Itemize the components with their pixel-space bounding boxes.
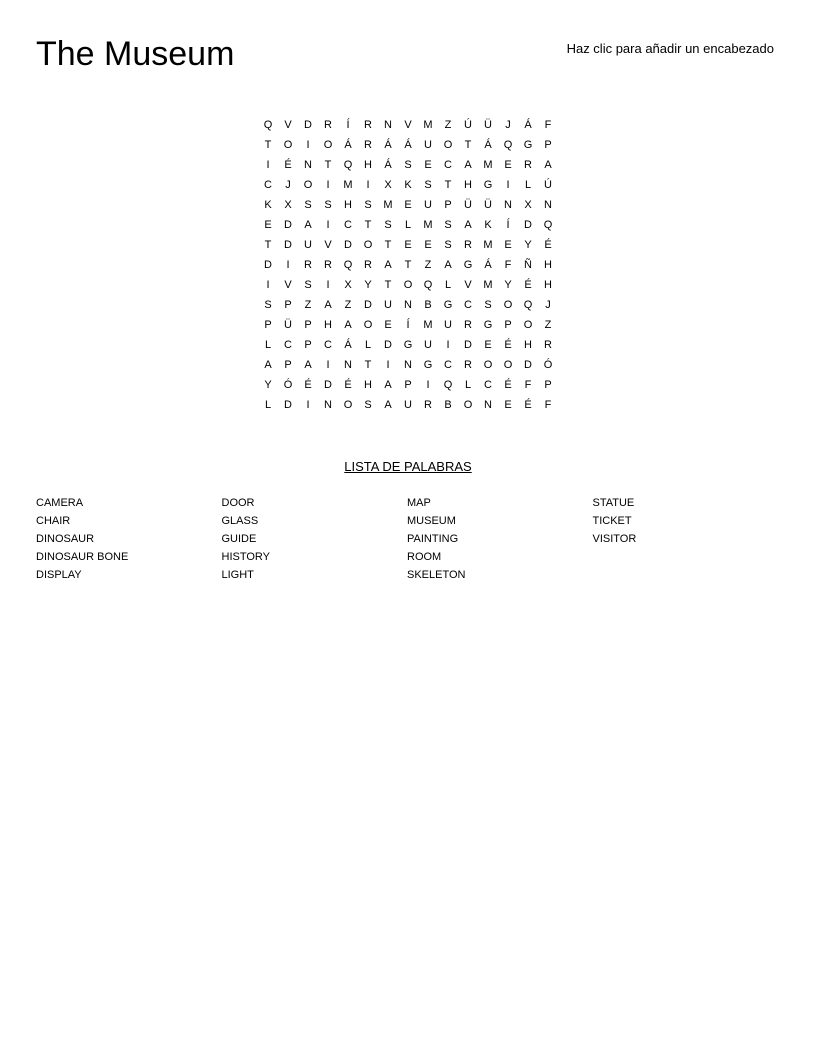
grid-letter: Á: [384, 159, 392, 171]
word-list-item: GLASS: [221, 515, 259, 527]
grid-letter: I: [306, 139, 310, 151]
grid-letter: I: [386, 359, 390, 371]
grid-letter: O: [503, 359, 513, 371]
grid-letter: B: [444, 399, 452, 411]
grid-letter: N: [404, 299, 412, 311]
grid-letter: C: [444, 159, 452, 171]
grid-letter: P: [304, 339, 312, 351]
grid-letter: Q: [503, 139, 513, 151]
grid-letter: I: [426, 379, 430, 391]
grid-letter: C: [344, 219, 352, 231]
grid-letter: B: [424, 299, 432, 311]
grid-letter: M: [483, 279, 493, 291]
grid-letter: Í: [406, 319, 410, 331]
grid-letter: L: [264, 339, 272, 351]
grid-letter: R: [464, 239, 472, 251]
grid-letter: E: [504, 159, 512, 171]
grid-letter: Y: [524, 239, 532, 251]
grid-letter: T: [264, 139, 272, 151]
grid-letter: D: [524, 219, 532, 231]
grid-letter: Q: [263, 119, 273, 131]
grid-letter: T: [264, 239, 272, 251]
grid-letter: Ó: [543, 359, 553, 371]
grid-letter: N: [344, 359, 352, 371]
word-list-column: [222, 494, 408, 584]
grid-letter: P: [284, 359, 292, 371]
word-list-item: DISPLAY: [36, 569, 82, 581]
grid-letter: T: [364, 359, 372, 371]
word-list-item: LIGHT: [221, 569, 254, 581]
grid-letter: É: [504, 379, 512, 391]
grid-letter: G: [443, 299, 453, 311]
grid-letter: E: [424, 159, 432, 171]
grid-letter: V: [284, 119, 292, 131]
word-list-item: TICKET: [592, 515, 632, 527]
grid-letter: É: [284, 159, 292, 171]
grid-letter: P: [544, 379, 552, 391]
grid-letter: I: [326, 359, 330, 371]
grid-letter: R: [424, 399, 432, 411]
grid-letter: L: [364, 339, 372, 351]
grid-letter: M: [343, 179, 353, 191]
grid-letter: U: [424, 139, 432, 151]
grid-letter: H: [324, 319, 332, 331]
grid-letter: J: [545, 299, 551, 311]
grid-letter: L: [464, 379, 472, 391]
add-header-placeholder[interactable]: Haz clic para añadir un encabezado: [566, 41, 774, 56]
grid-letter: U: [424, 339, 432, 351]
grid-letter: X: [344, 279, 352, 291]
grid-letter: A: [324, 299, 332, 311]
grid-letter: Ó: [283, 379, 293, 391]
grid-letter: I: [266, 159, 270, 171]
grid-letter: H: [524, 339, 532, 351]
grid-letter: M: [423, 119, 433, 131]
grid-letter: H: [364, 379, 372, 391]
grid-letter: E: [384, 319, 392, 331]
grid-letter: G: [403, 339, 413, 351]
grid-letter: S: [324, 199, 332, 211]
grid-letter: P: [284, 299, 292, 311]
grid-letter: V: [284, 279, 292, 291]
grid-letter: G: [483, 179, 493, 191]
grid-letter: H: [464, 179, 472, 191]
grid-letter: G: [483, 319, 493, 331]
grid-letter: Z: [304, 299, 312, 311]
grid-letter: Á: [344, 339, 352, 351]
grid-letter: I: [326, 219, 330, 231]
grid-letter: I: [506, 179, 510, 191]
grid-letter: S: [404, 159, 412, 171]
grid-letter: Í: [506, 219, 510, 231]
grid-letter: T: [364, 219, 372, 231]
grid-letter: Y: [364, 279, 372, 291]
grid-letter: H: [544, 259, 552, 271]
grid-letter: Q: [543, 219, 553, 231]
grid-letter: A: [544, 159, 552, 171]
grid-letter: K: [404, 179, 412, 191]
grid-letter: D: [464, 339, 472, 351]
grid-letter: L: [264, 399, 272, 411]
grid-letter: M: [483, 159, 493, 171]
grid-letter: R: [364, 119, 372, 131]
grid-letter: O: [343, 399, 353, 411]
grid-letter: R: [524, 159, 532, 171]
grid-letter: T: [324, 159, 332, 171]
word-list-item: DOOR: [221, 497, 255, 509]
grid-letter: A: [344, 319, 352, 331]
grid-letter: A: [444, 259, 452, 271]
grid-letter: É: [504, 339, 512, 351]
grid-letter: Y: [264, 379, 272, 391]
grid-letter: C: [464, 299, 472, 311]
word-list-item: MAP: [407, 497, 431, 509]
grid-letter: N: [304, 159, 312, 171]
grid-letter: R: [464, 359, 472, 371]
grid-letter: D: [324, 379, 332, 391]
grid-letter: I: [446, 339, 450, 351]
grid-letter: T: [404, 259, 412, 271]
grid-letter: T: [384, 279, 392, 291]
grid-letter: A: [304, 219, 312, 231]
grid-letter: I: [366, 179, 370, 191]
grid-letter: Y: [504, 279, 512, 291]
grid-letter: F: [544, 399, 552, 411]
grid-letter: S: [304, 199, 312, 211]
grid-letter: N: [384, 119, 392, 131]
grid-letter: A: [304, 359, 312, 371]
grid-letter: P: [444, 199, 452, 211]
word-list-item: GUIDE: [221, 533, 257, 545]
grid-letter: Q: [343, 259, 353, 271]
grid-letter: C: [264, 179, 272, 191]
grid-letter: Q: [343, 159, 353, 171]
grid-letter: X: [284, 199, 292, 211]
grid-letter: U: [384, 299, 392, 311]
grid-letter: S: [444, 219, 452, 231]
grid-letter: L: [444, 279, 452, 291]
grid-letter: H: [344, 199, 352, 211]
grid-letter: Ú: [464, 119, 472, 131]
grid-letter: H: [364, 159, 372, 171]
grid-letter: S: [484, 299, 492, 311]
grid-letter: P: [304, 319, 312, 331]
grid-letter: D: [524, 359, 532, 371]
grid-letter: P: [404, 379, 412, 391]
word-list-item: CHAIR: [36, 515, 71, 527]
grid-letter: Á: [384, 139, 392, 151]
grid-letter: M: [423, 319, 433, 331]
grid-letter: D: [284, 239, 292, 251]
grid-letter: Í: [346, 119, 350, 131]
grid-letter: A: [384, 399, 392, 411]
grid-letter: N: [544, 199, 552, 211]
word-list-item: VISITOR: [592, 533, 637, 545]
grid-letter: M: [383, 199, 393, 211]
grid-letter: É: [524, 279, 532, 291]
grid-letter: J: [505, 119, 511, 131]
grid-letter: E: [484, 339, 492, 351]
word-list-item: STATUE: [592, 497, 635, 509]
grid-letter: S: [364, 199, 372, 211]
grid-letter: C: [444, 359, 452, 371]
word-list-column: [36, 494, 222, 584]
grid-letter: F: [524, 379, 532, 391]
grid-letter: L: [524, 179, 532, 191]
grid-letter: S: [424, 179, 432, 191]
grid-letter: A: [464, 219, 472, 231]
grid-letter: U: [404, 399, 412, 411]
grid-letter: I: [286, 259, 290, 271]
grid-letter: C: [484, 379, 492, 391]
grid-letter: Q: [443, 379, 453, 391]
grid-letter: M: [423, 219, 433, 231]
word-list-item: PAINTING: [407, 533, 459, 545]
grid-letter: L: [404, 219, 412, 231]
grid-letter: D: [384, 339, 392, 351]
word-list-heading-wrap: [0, 459, 816, 475]
grid-letter: R: [364, 139, 372, 151]
word-list-item: CAMERA: [36, 497, 84, 509]
word-list-item: DINOSAUR: [36, 533, 95, 545]
word-list: [36, 494, 780, 584]
grid-letter: D: [304, 119, 312, 131]
grid-letter: C: [284, 339, 292, 351]
grid-letter: S: [384, 219, 392, 231]
grid-letter: R: [544, 339, 552, 351]
grid-letter: X: [524, 199, 532, 211]
grid-letter: N: [504, 199, 512, 211]
grid-letter: G: [523, 139, 533, 151]
grid-letter: E: [404, 199, 412, 211]
word-search-grid: [258, 115, 558, 415]
grid-letter: O: [403, 279, 413, 291]
grid-letter: N: [484, 399, 492, 411]
grid-letter: Ü: [484, 199, 492, 211]
grid-letter: K: [264, 199, 272, 211]
grid-letter: F: [544, 119, 552, 131]
grid-letter: O: [503, 299, 513, 311]
grid-letter: Ü: [284, 319, 292, 331]
grid-letter: O: [303, 179, 313, 191]
grid-letter: Z: [424, 259, 432, 271]
grid-letter: U: [444, 319, 452, 331]
grid-letter: E: [504, 239, 512, 251]
grid-letter: G: [463, 259, 473, 271]
grid-letter: O: [523, 319, 533, 331]
word-list-item: ROOM: [407, 551, 442, 563]
grid-letter: I: [266, 279, 270, 291]
grid-letter: É: [344, 379, 352, 391]
grid-letter: É: [544, 239, 552, 251]
word-list-column: [407, 494, 593, 584]
grid-letter: I: [326, 279, 330, 291]
grid-letter: Q: [423, 279, 433, 291]
grid-letter: I: [326, 179, 330, 191]
word-list-heading: LISTA DE PALABRAS: [344, 459, 472, 474]
grid-letter: V: [404, 119, 412, 131]
grid-letter: Ü: [484, 119, 492, 131]
grid-letter: Á: [404, 139, 412, 151]
grid-letter: U: [424, 199, 432, 211]
grid-letter: U: [304, 239, 312, 251]
grid-letter: Z: [544, 319, 552, 331]
grid-letter: D: [284, 219, 292, 231]
grid-letter: N: [324, 399, 332, 411]
word-list-item: SKELETON: [407, 569, 466, 581]
grid-letter: Á: [344, 139, 352, 151]
grid-letter: D: [284, 399, 292, 411]
grid-letter: S: [364, 399, 372, 411]
grid-letter: Q: [523, 299, 533, 311]
grid-letter: V: [464, 279, 472, 291]
grid-letter: O: [483, 359, 493, 371]
grid-letter: R: [324, 119, 332, 131]
grid-letter: P: [504, 319, 512, 331]
grid-letter: O: [363, 319, 373, 331]
grid-letter: J: [285, 179, 291, 191]
grid-letter: Ñ: [524, 259, 532, 271]
grid-letter: Z: [344, 299, 352, 311]
grid-letter: P: [544, 139, 552, 151]
grid-letter: M: [483, 239, 493, 251]
grid-letter: D: [264, 259, 272, 271]
grid-letter: D: [364, 299, 372, 311]
grid-letter: E: [424, 239, 432, 251]
grid-letter: Z: [444, 119, 452, 131]
grid-letter: O: [323, 139, 333, 151]
grid-letter: O: [463, 399, 473, 411]
page-title: The Museum: [36, 35, 235, 73]
grid-letter: V: [324, 239, 332, 251]
grid-letter: O: [363, 239, 373, 251]
grid-letter: C: [324, 339, 332, 351]
grid-letter: H: [544, 279, 552, 291]
grid-letter: K: [484, 219, 492, 231]
grid-letter: S: [304, 279, 312, 291]
grid-letter: P: [264, 319, 272, 331]
grid-letter: Ü: [464, 199, 472, 211]
word-list-item: MUSEUM: [407, 515, 456, 527]
grid-letter: T: [464, 139, 472, 151]
grid-letter: E: [404, 239, 412, 251]
grid-letter: Á: [484, 259, 492, 271]
grid-letter: D: [344, 239, 352, 251]
grid-letter: O: [443, 139, 453, 151]
grid-letter: S: [264, 299, 272, 311]
word-list-item: HISTORY: [221, 551, 270, 563]
grid-letter: É: [524, 399, 532, 411]
grid-letter: T: [444, 179, 452, 191]
grid-letter: E: [504, 399, 512, 411]
grid-letter: E: [264, 219, 272, 231]
grid-letter: R: [304, 259, 312, 271]
grid-letter: F: [504, 259, 512, 271]
grid-letter: X: [384, 179, 392, 191]
grid-letter: Ú: [544, 179, 552, 191]
word-list-item: DINOSAUR BONE: [36, 551, 129, 563]
grid-letter: A: [384, 259, 392, 271]
grid-letter: R: [464, 319, 472, 331]
grid-letter: N: [404, 359, 412, 371]
grid-letter: G: [423, 359, 433, 371]
grid-letter: R: [364, 259, 372, 271]
grid-letter: Á: [524, 119, 532, 131]
grid-letter: A: [264, 359, 272, 371]
grid-letter: R: [324, 259, 332, 271]
grid-letter: Á: [484, 139, 492, 151]
grid-letter: A: [464, 159, 472, 171]
grid-letter: A: [384, 379, 392, 391]
grid-letter: I: [306, 399, 310, 411]
grid-letter: É: [304, 379, 312, 391]
grid-letter: S: [444, 239, 452, 251]
grid-letter: T: [384, 239, 392, 251]
grid-letter: O: [283, 139, 293, 151]
word-list-column: [593, 494, 779, 584]
